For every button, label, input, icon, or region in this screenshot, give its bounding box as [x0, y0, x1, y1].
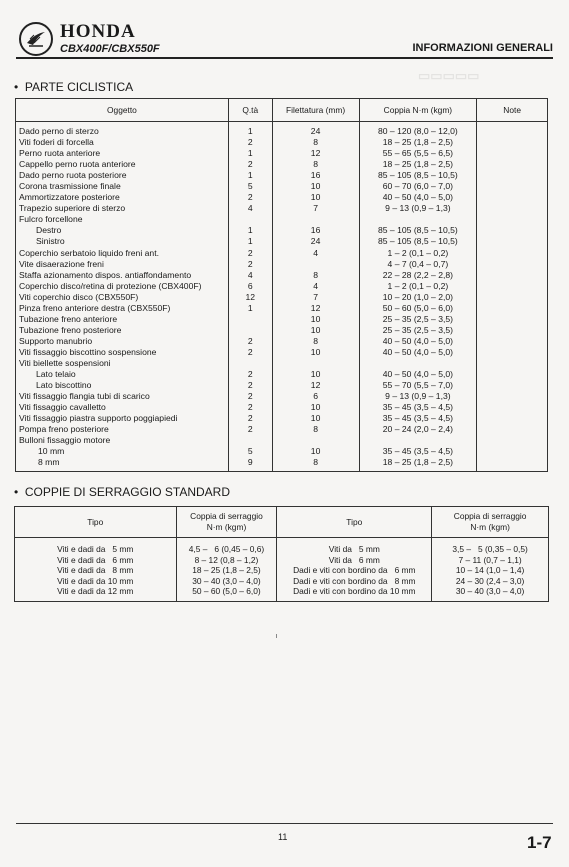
cell-notes [477, 203, 548, 214]
header-divider [16, 57, 553, 59]
cell-item: Viti fissaggio flangia tubi di scarico [16, 391, 229, 402]
cell-notes [477, 281, 548, 292]
cell-torque: 85 – 105 (8,5 – 10,5) [359, 236, 477, 247]
cell-torque: 4 – 7 (0,4 – 0,7) [359, 259, 477, 270]
page-reference: 1-7 [527, 833, 552, 852]
cell-torque [359, 214, 477, 225]
cell-torque-b: 7 – 11 (0,7 – 1,1) [432, 555, 549, 566]
cell-qty: 5 [228, 446, 272, 457]
table-row [16, 424, 548, 435]
heading-text: COPPIE DI SERRAGGIO STANDARD [24, 485, 231, 499]
cell-item: Trapezio superiore di sterzo [16, 203, 229, 214]
cell-qty [228, 325, 272, 336]
cell-notes [477, 248, 548, 259]
cell-thread [272, 214, 359, 225]
cell-torque: 60 – 70 (6,0 – 7,0) [359, 181, 477, 192]
cell-torque: 1 – 2 (0,1 – 0,2) [359, 248, 477, 259]
cell-notes [477, 435, 548, 446]
cell-qty: 1 [228, 225, 272, 236]
cell-torque: 40 – 50 (4,0 – 5,0) [359, 336, 477, 347]
cell-item: Ammortizzatore posteriore [16, 192, 229, 203]
page-mark [276, 634, 277, 638]
cell-item: Destro [16, 225, 229, 236]
cell-thread: 8 [272, 336, 359, 347]
cell-item: Pinza freno anteriore destra (CBX550F) [16, 303, 229, 314]
cell-qty: 2 [228, 347, 272, 358]
cell-notes [477, 137, 548, 148]
cell-item: Tubazione freno anteriore [16, 314, 229, 325]
cell-item: Lato telaio [16, 369, 229, 380]
cell-notes [477, 292, 548, 303]
table-row [16, 336, 548, 347]
cell-notes [477, 369, 548, 380]
column-header-type-b: Tipo [277, 507, 432, 538]
cell-qty: 2 [228, 391, 272, 402]
cell-thread: 7 [272, 292, 359, 303]
cell-torque: 85 – 105 (8,5 – 10,5) [359, 225, 477, 236]
section-title: INFORMAZIONI GENERALI [412, 42, 553, 54]
cell-thread: 12 [272, 380, 359, 391]
cell-qty: 2 [228, 413, 272, 424]
table-row [15, 538, 549, 555]
cell-item: Viti biellette sospensioni [16, 358, 229, 369]
cell-qty: 2 [228, 380, 272, 391]
cell-qty [228, 358, 272, 369]
table-row [16, 413, 548, 424]
cell-type-a: Viti e dadi da 8 mm [15, 565, 177, 576]
cell-torque: 55 – 70 (5,5 – 7,0) [359, 380, 477, 391]
cell-thread: 8 [272, 270, 359, 281]
cell-notes [477, 336, 548, 347]
table-row [16, 435, 548, 446]
cell-item: Dado perno di sterzo [16, 122, 229, 138]
table-row [15, 555, 549, 566]
table-row [15, 586, 549, 601]
cell-qty [228, 435, 272, 446]
cell-qty: 4 [228, 203, 272, 214]
table-row [16, 122, 548, 138]
cell-notes [477, 192, 548, 203]
cell-qty: 1 [228, 303, 272, 314]
cell-thread: 24 [272, 122, 359, 138]
table-row [16, 248, 548, 259]
cell-notes [477, 303, 548, 314]
cell-notes [477, 457, 548, 472]
table-row [16, 137, 548, 148]
cell-item: Pompa freno posteriore [16, 424, 229, 435]
cell-torque: 9 – 13 (0,9 – 1,3) [359, 203, 477, 214]
table-row [16, 192, 548, 203]
cell-item: 10 mm [16, 446, 229, 457]
cell-torque: 40 – 50 (4,0 – 5,0) [359, 369, 477, 380]
cell-notes [477, 236, 548, 247]
cell-item: Staffa azionamento dispos. antiaffondamento [16, 270, 229, 281]
table-row [16, 225, 548, 236]
cell-type-a: Viti e dadi da 6 mm [15, 555, 177, 566]
table-row [16, 380, 548, 391]
cell-thread: 16 [272, 170, 359, 181]
cell-type-b: Dadi e viti con bordino da 8 mm [277, 576, 432, 587]
cell-notes [477, 159, 548, 170]
table-row [16, 446, 548, 457]
column-header-item: Oggetto [16, 99, 229, 122]
cell-qty: 1 [228, 148, 272, 159]
cell-torque: 9 – 13 (0,9 – 1,3) [359, 391, 477, 402]
cell-qty: 9 [228, 457, 272, 472]
cell-item: Cappello perno ruota anteriore [16, 159, 229, 170]
cell-item: Viti foderi di forcella [16, 137, 229, 148]
cell-thread: 10 [272, 402, 359, 413]
cell-qty: 12 [228, 292, 272, 303]
cell-notes [477, 446, 548, 457]
cell-torque: 22 – 28 (2,2 – 2,8) [359, 270, 477, 281]
cell-item: 8 mm [16, 457, 229, 472]
cell-thread: 4 [272, 281, 359, 292]
footer-divider [16, 823, 553, 824]
column-header-qty: Q.tà [228, 99, 272, 122]
cell-type-b: Viti da 5 mm [277, 538, 432, 555]
cell-notes [477, 170, 548, 181]
cell-type-b: Dadi e viti con bordino da 6 mm [277, 565, 432, 576]
table-row [16, 281, 548, 292]
cell-qty: 5 [228, 181, 272, 192]
cell-item: Corona trasmissione finale [16, 181, 229, 192]
table-row [16, 159, 548, 170]
cell-torque-a: 8 – 12 (0,8 – 1,2) [176, 555, 277, 566]
cell-qty: 2 [228, 424, 272, 435]
cell-item: Viti fissaggio piastra supporto poggiapiedi [16, 413, 229, 424]
cell-thread: 12 [272, 148, 359, 159]
cell-qty: 1 [228, 170, 272, 181]
cell-thread: 8 [272, 457, 359, 472]
table-row [16, 347, 548, 358]
cell-torque: 55 – 65 (5,5 – 6,5) [359, 148, 477, 159]
bleed-through-shadow: ▭▭▭▭▭ [418, 68, 480, 83]
cell-torque: 1 – 2 (0,1 – 0,2) [359, 281, 477, 292]
cell-qty: 2 [228, 259, 272, 270]
heading-text: PARTE CICLISTICA [24, 80, 134, 94]
table-row [16, 391, 548, 402]
cell-qty: 1 [228, 122, 272, 138]
column-header-type-a: Tipo [15, 507, 177, 538]
table-row [16, 369, 548, 380]
cell-torque: 25 – 35 (2,5 – 3,5) [359, 325, 477, 336]
table-row [16, 170, 548, 181]
cell-thread: 10 [272, 347, 359, 358]
cell-notes [477, 347, 548, 358]
cell-qty: 1 [228, 236, 272, 247]
cell-item: Vite disaerazione freni [16, 259, 229, 270]
table-row [16, 148, 548, 159]
cell-notes [477, 259, 548, 270]
cell-notes [477, 424, 548, 435]
cell-qty: 2 [228, 192, 272, 203]
cell-torque: 85 – 105 (8,5 – 10,5) [359, 170, 477, 181]
model-name: CBX400F/CBX550F [60, 43, 160, 55]
table-row [16, 236, 548, 247]
cell-qty: 2 [228, 336, 272, 347]
cell-notes [477, 214, 548, 225]
cell-notes [477, 380, 548, 391]
cell-notes [477, 122, 548, 138]
table-row [16, 314, 548, 325]
cell-qty: 2 [228, 159, 272, 170]
cell-thread: 8 [272, 137, 359, 148]
cell-notes [477, 225, 548, 236]
cell-torque-a: 18 – 25 (1,8 – 2,5) [176, 565, 277, 576]
cell-thread: 10 [272, 413, 359, 424]
cell-qty [228, 214, 272, 225]
cell-item: Dado perno ruota posteriore [16, 170, 229, 181]
cell-torque-b: 24 – 30 (2,4 – 3,0) [432, 576, 549, 587]
cell-thread: 4 [272, 248, 359, 259]
table-row [16, 303, 548, 314]
cell-torque: 35 – 45 (3,5 – 4,5) [359, 413, 477, 424]
column-header-torque-a: Coppia di serraggio N·m (kgm) [176, 507, 277, 538]
cell-torque-a: 50 – 60 (5,0 – 6,0) [176, 586, 277, 601]
cell-item: Viti fissaggio cavalletto [16, 402, 229, 413]
cell-notes [477, 181, 548, 192]
cell-torque [359, 358, 477, 369]
column-header-thread: Filettatura (mm) [272, 99, 359, 122]
cell-torque: 18 – 25 (1,8 – 2,5) [359, 159, 477, 170]
cell-thread: 10 [272, 192, 359, 203]
cell-thread [272, 259, 359, 270]
table-row [16, 402, 548, 413]
cell-thread: 16 [272, 225, 359, 236]
cell-item: Lato biscottino [16, 380, 229, 391]
section-heading-coppie-standard [14, 485, 230, 499]
page-number: 11 [278, 832, 288, 842]
cell-thread: 8 [272, 159, 359, 170]
cell-torque-a: 30 – 40 (3,0 – 4,0) [176, 576, 277, 587]
cell-item: Viti coperchio disco (CBX550F) [16, 292, 229, 303]
honda-wing-logo-icon [19, 22, 53, 56]
table-row [16, 203, 548, 214]
table-row [16, 259, 548, 270]
cell-notes [477, 270, 548, 281]
cell-thread: 10 [272, 314, 359, 325]
cell-item: Bulloni fissaggio motore [16, 435, 229, 446]
cell-torque: 18 – 25 (1,8 – 2,5) [359, 457, 477, 472]
cell-notes [477, 391, 548, 402]
cell-type-a: Viti e dadi da 12 mm [15, 586, 177, 601]
cell-thread: 12 [272, 303, 359, 314]
column-header-torque-b: Coppia di serraggio N·m (kgm) [432, 507, 549, 538]
cell-torque-b: 10 – 14 (1,0 – 1,4) [432, 565, 549, 576]
cell-qty: 2 [228, 402, 272, 413]
cell-torque: 35 – 45 (3,5 – 4,5) [359, 446, 477, 457]
cell-qty: 2 [228, 137, 272, 148]
cell-type-a: Viti e dadi da 10 mm [15, 576, 177, 587]
cell-type-b: Viti da 6 mm [277, 555, 432, 566]
bullet: • [14, 80, 19, 94]
cell-item: Fulcro forcellone [16, 214, 229, 225]
table-row [16, 358, 548, 369]
table-row [16, 181, 548, 192]
table-row [16, 325, 548, 336]
cell-thread: 10 [272, 369, 359, 380]
cell-thread: 10 [272, 446, 359, 457]
cell-item: Coperchio disco/retina di protezione (CBX400F) [16, 281, 229, 292]
table-header-row [15, 507, 549, 538]
table-header-row [16, 99, 548, 122]
cell-item: Viti fissaggio biscottino sospensione [16, 347, 229, 358]
table-row [16, 270, 548, 281]
section-heading-parte-ciclistica [14, 80, 133, 94]
bullet: • [14, 485, 19, 499]
cell-notes [477, 413, 548, 424]
cell-item: Supporto manubrio [16, 336, 229, 347]
cell-type-a: Viti e dadi da 5 mm [15, 538, 177, 555]
cell-torque: 40 – 50 (4,0 – 5,0) [359, 347, 477, 358]
table-row [16, 292, 548, 303]
cell-torque: 20 – 24 (2,0 – 2,4) [359, 424, 477, 435]
cell-qty: 2 [228, 248, 272, 259]
cell-item: Tubazione freno posteriore [16, 325, 229, 336]
torque-table-frame [15, 98, 548, 472]
cell-notes [477, 148, 548, 159]
cell-thread [272, 358, 359, 369]
table-row [15, 565, 549, 576]
table-row [16, 457, 548, 472]
cell-thread [272, 435, 359, 446]
standard-torque-table [14, 506, 549, 602]
cell-notes [477, 358, 548, 369]
cell-qty [228, 314, 272, 325]
cell-notes [477, 402, 548, 413]
column-header-notes: Note [477, 99, 548, 122]
cell-thread: 6 [272, 391, 359, 402]
cell-torque [359, 435, 477, 446]
cell-item: Perno ruota anteriore [16, 148, 229, 159]
cell-torque: 18 – 25 (1,8 – 2,5) [359, 137, 477, 148]
cell-torque: 50 – 60 (5,0 – 6,0) [359, 303, 477, 314]
cell-thread: 8 [272, 424, 359, 435]
cell-torque: 80 – 120 (8,0 – 12,0) [359, 122, 477, 138]
cell-torque-b: 3,5 – 5 (0,35 – 0,5) [432, 538, 549, 555]
cell-torque: 10 – 20 (1,0 – 2,0) [359, 292, 477, 303]
cell-notes [477, 325, 548, 336]
cell-torque-b: 30 – 40 (3,0 – 4,0) [432, 586, 549, 601]
cell-item: Coperchio serbatoio liquido freni ant. [16, 248, 229, 259]
table-row [16, 214, 548, 225]
cell-thread: 7 [272, 203, 359, 214]
cell-thread: 24 [272, 236, 359, 247]
cell-torque: 40 – 50 (4,0 – 5,0) [359, 192, 477, 203]
cell-qty: 4 [228, 270, 272, 281]
cell-torque: 35 – 45 (3,5 – 4,5) [359, 402, 477, 413]
cell-torque-a: 4,5 – 6 (0,45 – 0,6) [176, 538, 277, 555]
brand-name: HONDA [60, 21, 136, 42]
cell-thread: 10 [272, 325, 359, 336]
cell-qty: 2 [228, 369, 272, 380]
cell-torque: 25 – 35 (2,5 – 3,5) [359, 314, 477, 325]
cell-type-b: Dadi e viti con bordino da 10 mm [277, 586, 432, 601]
cell-qty: 6 [228, 281, 272, 292]
cell-thread: 10 [272, 181, 359, 192]
cell-notes [477, 314, 548, 325]
table-row [15, 576, 549, 587]
column-header-torque: Coppia N·m (kgm) [359, 99, 477, 122]
cell-item: Sinistro [16, 236, 229, 247]
